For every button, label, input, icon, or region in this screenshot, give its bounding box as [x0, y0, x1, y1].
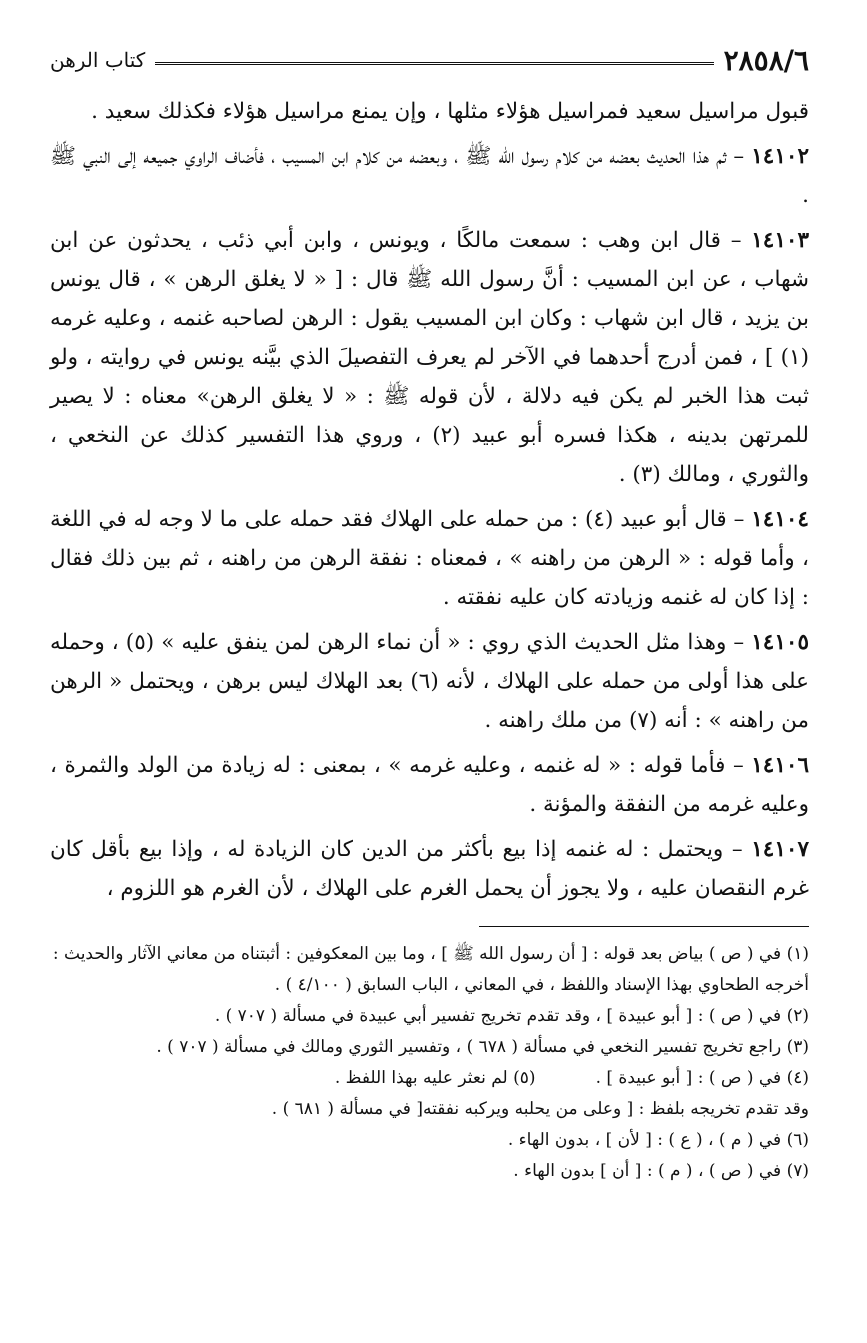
- paragraph-text: – فأما قوله : « له غنمه ، وعليه غرمه » ، بمعنى : له زيادة من الولد والثمرة ، وعليه غرمه من النفقة والمؤنة .: [50, 753, 809, 817]
- paragraph-14104: [50, 500, 809, 617]
- paragraph-text: – وهذا مثل الحديث الذي روي : « أن نماء الرهن لمن ينفق عليه » (٥) ، وحمله على هذا أولى من حمله على الهلاك ، لأنه (٦) بعد الهلاك ليس برهن ، ويحتمل « الرهن من راهنه » : أنه (٧) من ملك راهنه .: [50, 630, 809, 733]
- paragraph-text: – ويحتمل : له غنمه إذا بيع بأكثر من الدين كان الزيادة له ، وإذا بيع بأقل كان غرم النقصان عليه ، ولا يجوز أن يحمل الغرم على الهلاك ، لأن الغرم هو اللزوم ،: [50, 837, 809, 901]
- paragraph-14107: [50, 830, 809, 908]
- footnote-7: (٧) في ( ص ) ، ( م ) : [ أن ] بدون الهاء .: [513, 1161, 809, 1181]
- issue-number: ١٤١٠٦: [751, 753, 809, 778]
- issue-number: ١٤١٠٤: [751, 507, 809, 532]
- footnote-6: (٦) في ( م ) ، ( ع ) : [ لأن ] ، بدون الهاء .: [507, 1130, 809, 1150]
- paragraph-14103: [50, 221, 809, 494]
- footnote-1: (١) في ( ص ) بياض بعد قوله : [ أن رسول الله ﷺ ] ، وما بين المعكوفين : أثبتناه من معاني الآثار والحديث : أخرجه الطحاوي بهذا الإسناد واللفظ ، في المعاني ، الباب السابق ( ٤/١٠٠ ) .: [52, 944, 809, 995]
- page-number: ٢٨٥٨/٦: [723, 43, 809, 77]
- paragraph-14102: [50, 137, 809, 215]
- footnote-2: (٢) في ( ص ) : [ أبو عبيدة ] ، وقد تقدم تخريج تفسير أبي عبيدة في مسألة ( ٧٠٧ ) .: [214, 1006, 809, 1026]
- page-header: [50, 38, 809, 82]
- footnote-3: (٣) راجع تخريج تفسير النخعي في مسألة ( ٦٧٨ ) ، وتفسير الثوري ومالك في مسألة ( ٧٠٧ ) .: [156, 1037, 809, 1057]
- issue-number: ١٤١٠٣: [751, 228, 809, 253]
- paragraph-text: – ثم هذا الحديث بعضه من كلام رسول الله ﷺ ، وبعضه من كلام ابن المسيب ، فأضاف الراوي جميعه إلى النبي ﷺ .: [50, 144, 809, 208]
- footnote-4: (٤) في ( ص ) : [ أبو عبيدة ] .: [595, 1068, 809, 1088]
- issue-number: ١٤١٠٢: [751, 144, 809, 169]
- footnote-5-continuation: وقد تقدم تخريجه بلفظ : [ وعلى من يحلبه ويركبه نفقته[ في مسألة ( ٦٨١ ) .: [271, 1099, 809, 1119]
- issue-number: ١٤١٠٥: [751, 630, 809, 655]
- paragraph-continuation: قبول مراسيل سعيد فمراسيل هؤلاء مثلها ، وإن يمنع مراسيل هؤلاء فكذلك سعيد .: [91, 99, 809, 124]
- issue-number: ١٤١٠٧: [751, 837, 809, 862]
- paragraph-text: – قال ابن وهب : سمعت مالكًا ، ويونس ، وابن أبي ذئب ، يحدثون عن ابن شهاب ، عن ابن المسيب : أنَّ رسول الله ﷺ قال : [ « لا يغلق الرهن » ، قال يونس بن يزيد ، قال ابن شهاب : وكان ابن المسيب يقول : الرهن لصاحبه غنمه ، وعليه غرمه (١) ] ، فمن أدرج أحدهما في الآخر لم يعرف التفصيلَ الذي بيَّنه يونس في روايته ، ولو ثبت هذا الخبر لم يكن فيه دلالة ، لأن قوله ﷺ : « لا يغلق الرهن» معناه : لا يصير للمرتهن بدينه ، هكذا فسره أبو عبيد (٢) ، وروي هذا التفسير كذلك عن النخعي ، والثوري ، ومالك (٣) .: [50, 228, 809, 487]
- paragraph-text: – قال أبو عبيد (٤) : من حمله على الهلاك فقد حمله على ما لا وجه له في اللغة ، وأما قوله : « الرهن من راهنه » ، فمعناه : نفقة الرهن من راهنه ، ثم بين ذلك فقال : إذا كان له غنمه وزيادته كان عليه نفقته .: [50, 507, 809, 610]
- header-rule: [155, 62, 713, 65]
- paragraph-14106: [50, 746, 809, 824]
- paragraph-14105: [50, 623, 809, 740]
- footnote-row-4-5: [50, 1063, 809, 1094]
- book-title: كتاب الرهن: [50, 48, 146, 72]
- main-text: [50, 92, 809, 908]
- footnote-5: (٥) لم نعثر عليه بهذا اللفظ .: [334, 1068, 536, 1088]
- footnotes: [50, 939, 809, 1187]
- footnote-separator: [479, 926, 809, 927]
